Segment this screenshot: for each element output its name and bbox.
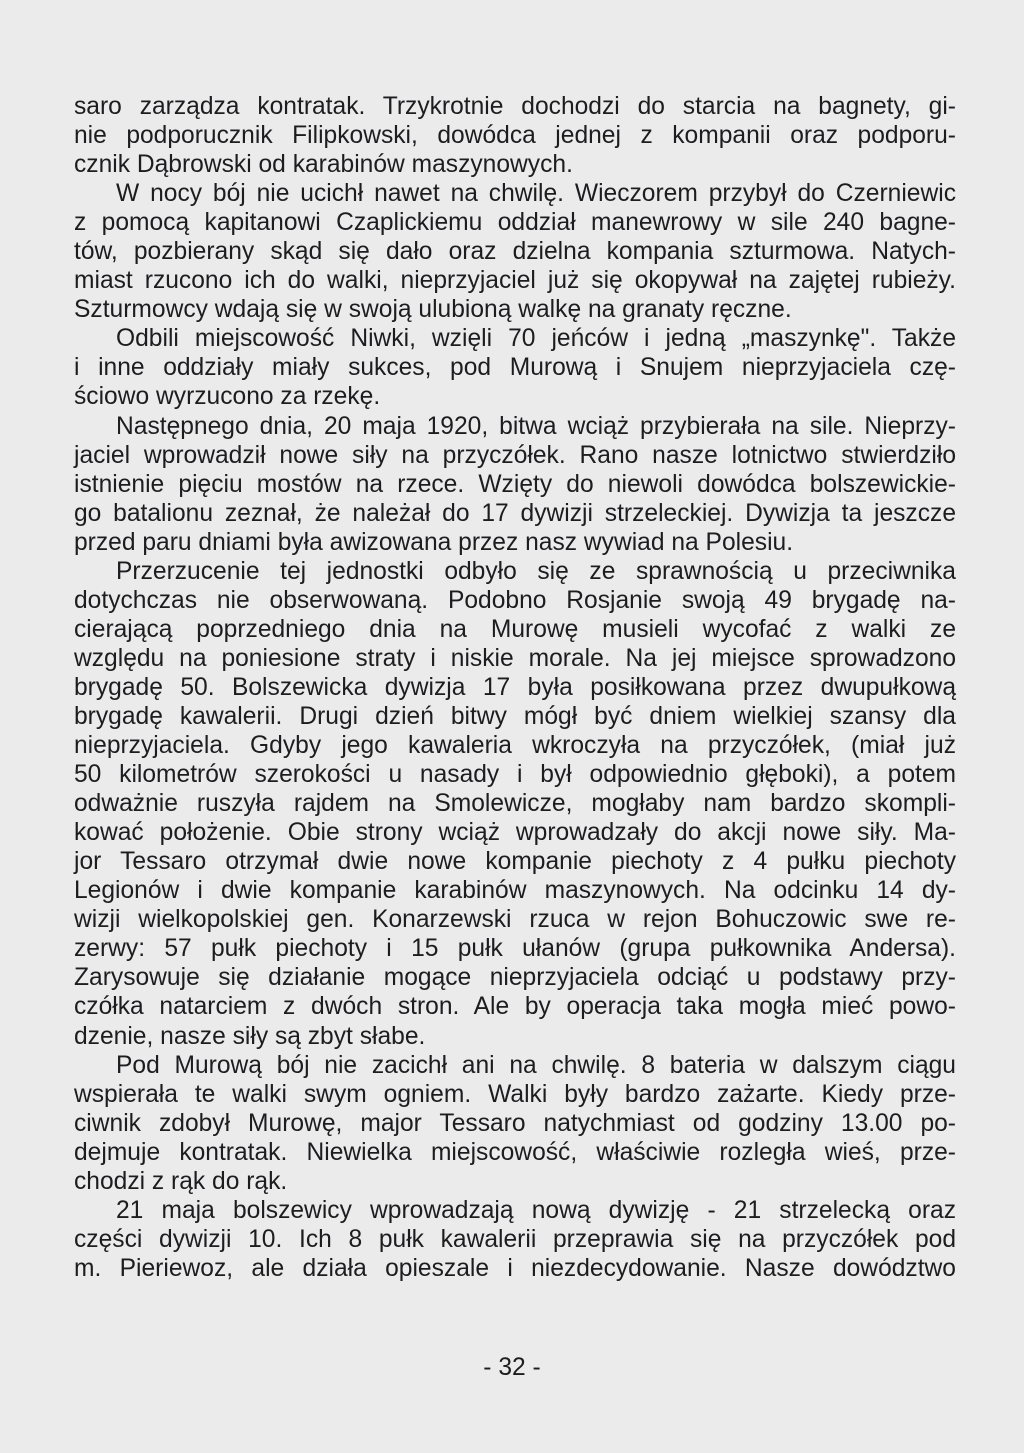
text-line: czółka natarciem z dwóch stron. Ale by operacja taka mogła mieć powo-	[74, 993, 956, 1021]
text-line: saro zarządza kontratak. Trzykrotnie dochodzi do starcia na bagnety, gi-	[74, 93, 956, 120]
text-line: brygadę 50. Bolszewicka dywizja 17 była posiłkowana przez dwupułkową	[74, 673, 956, 701]
text-line: Odbili miejscowość Niwki, wzięli 70 jeńców i jedną „maszynkę". Także	[116, 325, 956, 353]
text-line: nie podporucznik Filipkowski, dowódca jednej z kompanii oraz podporu-	[74, 122, 956, 150]
text-line: cierającą poprzedniego dnia na Murowę musieli wycofać z walki ze	[74, 615, 956, 643]
text-line: części dywizji 10. Ich 8 pułk kawalerii przeprawia się na przyczółek pod	[74, 1225, 956, 1253]
text-line: jor Tessaro otrzymał dwie nowe kompanie piechoty z 4 pułku piechoty	[74, 848, 956, 876]
text-line: odważnie ruszyła rajdem na Smolewicze, mogłaby nam bardzo skompli-	[74, 790, 956, 818]
text-line: Przerzucenie tej jednostki odbyło się ze sprawnością u przeciwnika	[116, 557, 956, 585]
text-line: m. Pieriewoz, ale działa opieszale i niezdecydowanie. Nasze dowództwo	[74, 1254, 956, 1282]
text-line: 21 maja bolszewicy wprowadzają nową dywizję - 21 strzelecką oraz	[116, 1196, 956, 1224]
text-line: Szturmowcy wdają się w swoją ulubioną walkę na granaty ręczne.	[74, 296, 792, 324]
text-line: brygadę kawalerii. Drugi dzień bitwy mógł być dniem wielkiej szansy dla	[74, 702, 956, 730]
page-number: - 32 -	[483, 1354, 541, 1381]
text-line: ściowo wyrzucono za rzekę.	[74, 383, 381, 411]
text-line: go batalionu zeznał, że należał do 17 dywizji strzeleckiej. Dywizja ta jeszcze	[74, 499, 956, 527]
text-line: zerwy: 57 pułk piechoty i 15 pułk ułanów (grupa pułkownika Andersa).	[74, 935, 956, 963]
text-line: tów, pozbierany skąd się dało oraz dzielna kompania szturmowa. Natych-	[74, 238, 956, 266]
text-line: Następnego dnia, 20 maja 1920, bitwa wciąż przybierała na sile. Nieprzy-	[116, 412, 956, 440]
text-line: kować położenie. Obie strony wciąż wprowadzały do akcji nowe siły. Ma-	[74, 819, 956, 847]
text-line: Pod Murową bój nie zacichł ani na chwilę. 8 bateria w dalszym ciągu	[116, 1051, 956, 1079]
text-line: Zarysowuje się działanie mogące nieprzyjaciela odciąć u podstawy przy-	[74, 964, 956, 992]
text-line: chodzi z rąk do rąk.	[74, 1167, 288, 1195]
text-line: dzenie, nasze siły są zbyt słabe.	[74, 1022, 426, 1050]
text-line: wspierała te walki swym ogniem. Walki były bardzo zażarte. Kiedy prze-	[74, 1080, 956, 1108]
text-line: Legionów i dwie kompanie karabinów maszynowych. Na odcinku 14 dy-	[74, 877, 956, 905]
text-line: wizji wielkopolskiej gen. Konarzewski rzuca w rejon Bohuczowic swe re-	[74, 906, 956, 934]
text-line: dotychczas nie obserwowaną. Podobno Rosjanie swoją 49 brygadę na-	[74, 586, 956, 614]
text-line: ciwnik zdobył Murowę, major Tessaro natychmiast od godziny 13.00 po-	[74, 1109, 956, 1137]
text-line: nieprzyjaciela. Gdyby jego kawaleria wkroczyła na przyczółek, (miał już	[74, 732, 956, 760]
text-line: z pomocą kapitanowi Czaplickiemu oddział manewrowy w sile 240 bagne-	[74, 209, 956, 237]
text-line: przed paru dniami była awizowana przez nasz wywiad na Polesiu.	[74, 528, 794, 556]
body-text	[74, 92, 956, 1283]
text-line: jaciel wprowadził nowe siły na przyczółek. Rano nasze lotnictwo stwierdziło	[74, 441, 956, 469]
text-line: istnienie pięciu mostów na rzece. Wzięty do niewoli dowódca bolszewickie-	[74, 470, 956, 498]
text-line: względu na poniesione straty i niskie morale. Na jej miejsce sprowadzono	[74, 644, 956, 672]
text-line: miast rzucono ich do walki, nieprzyjaciel już się okopywał na zajętej rubieży.	[74, 267, 956, 295]
text-line: dejmuje kontratak. Niewielka miejscowość, właściwie rozległa wieś, prze-	[74, 1138, 956, 1166]
text-line: W nocy bój nie ucichł nawet na chwilę. Wieczorem przybył do Czerniewic	[116, 180, 956, 208]
text-line: 50 kilometrów szerokości u nasady i był odpowiednio głęboki), a potem	[74, 761, 956, 789]
text-line: i inne oddziały miały sukces, pod Murową i Snujem nieprzyjaciela czę-	[74, 354, 956, 382]
text-line: cznik Dąbrowski od karabinów maszynowych.	[74, 151, 573, 179]
